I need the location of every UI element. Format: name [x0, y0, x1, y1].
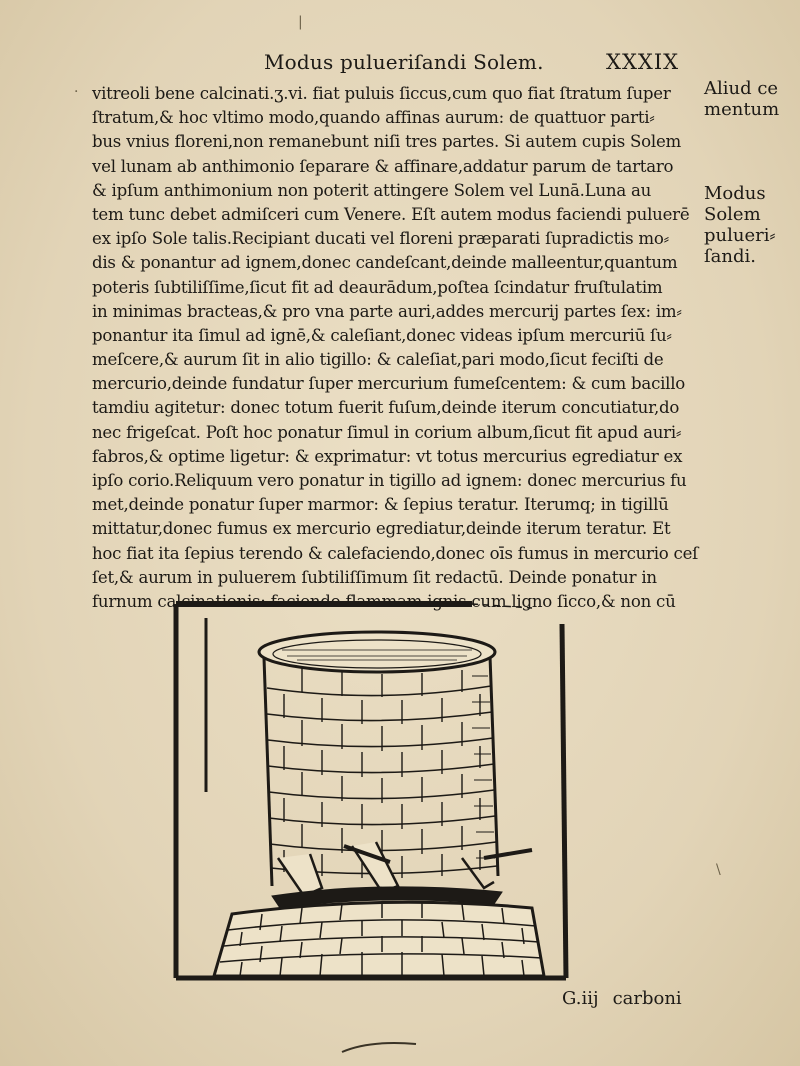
text-line: fabros,& optime ligetur: & exprimatur: vt totus mercurius egrediatur ex [92, 446, 683, 466]
text-line: ſtratum,& hoc vltimo modo,quando affinas aurum: de quattuor parti⸗ [92, 108, 655, 128]
text-line: & ipſum anthimonium non poterit attingere Solem vel Lunā.Luna au [92, 180, 652, 200]
text-line: in minimas bracteas,& pro vna parte auri,addes mercurij partes ſex: im⸗ [92, 301, 682, 321]
text-line: tem tunc debet admiſceri cum Venere. Eſt autem modus faciendi puluerē [92, 204, 690, 224]
text-line: mercurio,deinde fundatur ſuper mercurium fumeſcentem: & cum bacillo [92, 374, 686, 394]
text-line: furnum calcinationis: faciendo flammam ignis cum ligno ſicco,& non cū [92, 591, 676, 611]
text-line: ipſo corio.Reliquum vero ponatur in tigillo ad ignem: donec mercurius fu [92, 471, 687, 490]
text-line: bus vnius floreni,non remanebunt niſi tres partes. Si autem cupis Solem [92, 132, 681, 152]
text-line: mittatur,donec fumus ex mercurio egrediatur,deinde iterum teratur. Et [92, 519, 671, 539]
margin-note-modus: Modus Solem pulueri⸗ ſandi. [704, 183, 776, 267]
furnace-woodcut [172, 596, 572, 986]
text-line: nec frigeſcat. Poſt hoc ponatur ſimul in corium album,ſicut fit apud auri⸗ [92, 422, 682, 442]
text-line: tamdiu agitetur: donec totum fuerit fuſum,deinde iterum concutiatur,do [92, 398, 680, 418]
stray-mark: · [74, 84, 79, 100]
text-line: met,deinde ponatur ſuper marmor: & ſepius teratur. Iterumq; in tigillū [92, 495, 669, 515]
text-line: poteris ſubtiliſſime,ſicut fit ad deaurādum,poſtea ſcindatur fruſtulatim [92, 277, 663, 297]
stray-mark: | [298, 14, 303, 30]
ink-stroke [340, 1036, 420, 1056]
text-line: ſet,& aurum in puluerem ſubtiliſſimum ſit redactū. Deinde ponatur in [92, 567, 657, 587]
text-line: dis & ponantur ad ignem,donec candeſcant,deinde malleentur,quantum [92, 253, 678, 273]
body-text [92, 82, 702, 614]
text-line: hoc fiat ita ſepius terendo & calefaciendo,donec oīs fumus in mercurio ceſ [92, 543, 699, 563]
text-line: ex ipſo Sole talis.Recipiant ducati vel floreni præparati ſupradictis mo⸗ [92, 229, 669, 249]
margin-note-cementum: Aliud ce mentum [704, 78, 780, 120]
text-line: ponantur ita ſimul ad ignē,& caleſiant,donec videas ipſum mercuriū ſu⸗ [92, 325, 672, 345]
text-line: vel lunam ab anthimonio ſeparare & affinare,addatur parum de tartaro [92, 156, 674, 176]
catchword-line [562, 988, 696, 1009]
text-line: meſcere,& aurum ſit in alio tigillo: & caleſiat,pari modo,ſicut feciſti de [92, 350, 664, 370]
signature-mark: G.iij [562, 988, 599, 1009]
catchword: carboni [612, 988, 682, 1009]
running-title: Modus pulueriſandi Solem. [264, 50, 544, 74]
text-line: vitreoli bene calcinati.ʒ.vi. fiat puluis ſiccus,cum quo fiat ſtratum ſuper [92, 84, 671, 103]
stray-mark: \ [716, 862, 721, 878]
folio-number: XXXIX [606, 50, 680, 74]
